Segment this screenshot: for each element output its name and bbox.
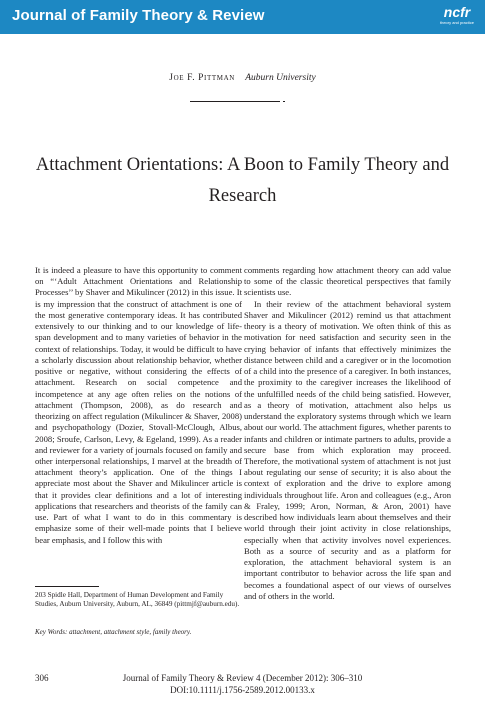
footnote-divider [35,586,99,587]
body-left-column [35,265,242,546]
author-name: Joe F. Pittman [169,73,235,83]
citation-doi-line: DOI:10.1111/j.1756-2589.2012.00133.x [170,685,315,695]
body-paragraph: It is indeed a pleasure to have this opportunity to comment on “‘Adult Attachment Orientations and Relationship Processes’’ by Shaver and Mikulincer (2012) in this issue. It is my impression that the construct of attachment is one of the most generative contemporary ideas. It has contributed extensively to our thinking and to our knowledge of life-span development and to many varieties of behavior in the context of relationships. Today, it would be difficult to have a scholarly discussion about relationship behavior, whether positive or negative, without considering the effects of attachment. Research on social competence and incompetence at any age often relies on the notions of attachment (Thompson, 2008), as do research and theorizing on affect regulation (Mikulincer & Shaver, 2008) and psychopathology (Dozier, Stovall-McClough, Albus, 2008; Sroufe, Carlson, Levy, & Egeland, 1999). As a reader and reviewer for a variety of journals focused on family and other interpersonal relationships, I marvel at the breadth of attachment theory’s application. One of the things I appreciate most about the Shaver and Mikulincer article is that it provides clear definitions and a lot of interesting applications that researchers and theorists of the family can use. Part of what I want to do in this commentary is emphasize some of their well-made points that I believe bear emphasis, and I follow this with [35,265,242,545]
byline [0,73,485,83]
citation-footer [0,672,485,696]
author-address-footnote: 203 Spidle Hall, Department of Human Development and Family Studies, Auburn University, Auburn, AL, 36849 (pittmjf@auburn.edu). [35,591,240,609]
body-paragraph: In their review of the attachment behavioral system Shaver and Mikulincer (2012) remind us that attachment theory is a theory of motivation. We often think of this as motivation for need satisfaction and security seen in the crying behavior of infants that effectively minimizes the distance between child and a caregiver or in the locomotion of a child into the presence of a caregiver. In both instances, the proximity to the caregiver increases the likelihood of the unfulfilled needs of the child being satisfied. However, as a theory of motivation, attachment also helps us understand the exploratory systems through which we learn about our world. The attachment figures, whether parents to infants and children or intimate partners to adults, provide a secure base from which exploration may proceed. Therefore, the motivational system of attachment is not just about regulating our sense of security; it is also about the context of exploration and the drive to explore among individuals throughout life. Aron and colleagues (e.g., Aron & Fraley, 1999; Aron, Norman, & Aron, 2001) have described how individuals learn about themselves and their world through their joint activity in close relationships, especially when that activity involves novel experiences. Both as a source of security and as a platform for exploration, the attachment behavioral system is an important contributor to behavior across the life span and becomes a foundational aspect of our views of ourselves and of others in the world. [244,298,451,601]
ncfr-logo-tagline: theory and practice [439,20,475,25]
title-divider-dot [283,101,285,102]
body-right-column [244,265,451,602]
title-divider [190,101,280,102]
author-affiliation: Auburn University [245,73,316,83]
citation-journal-line: Journal of Family Theory & Review 4 (December 2012): 306–310 [122,673,363,683]
body-paragraph: comments regarding how attachment theory can add value to some of the classic theoretical perspectives that family scientists use. [244,265,451,298]
page-number: 306 [35,673,49,683]
keywords: Key Words: attachment, attachment style, family theory. [35,628,192,636]
journal-title: Journal of Family Theory & Review [12,7,265,24]
ncfr-logo-text: ncfr [443,4,471,20]
article-title: Attachment Orientations: A Boon to Family Theory and Research [35,155,450,206]
ncfr-logo [437,4,477,32]
journal-header-bar [0,0,485,34]
